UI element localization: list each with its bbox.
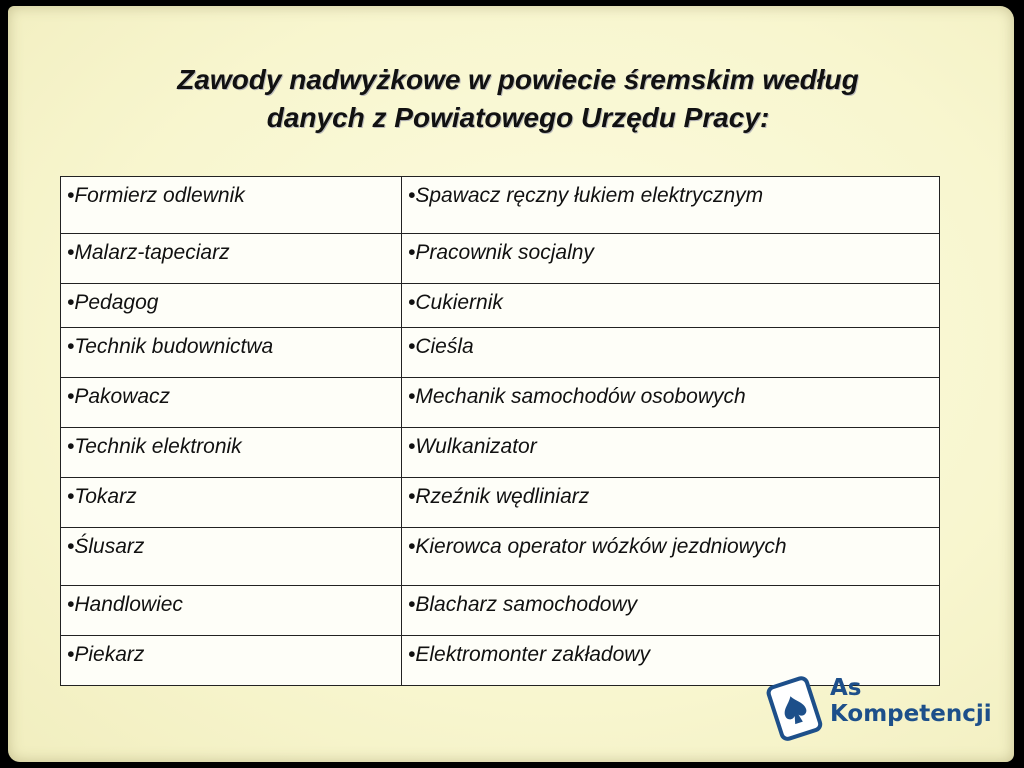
table-cell: •Spawacz ręczny łukiem elektrycznym	[402, 177, 940, 234]
table-row	[61, 177, 940, 234]
title-line-2: danych z Powiatowego Urzędu Pracy:	[266, 102, 770, 133]
table-cell: •Wulkanizator	[402, 428, 940, 478]
table-row	[61, 528, 940, 586]
table-cell: •Mechanik samochodów osobowych	[402, 378, 940, 428]
table-row	[61, 328, 940, 378]
logo-wordmark	[830, 675, 992, 727]
as-kompetencji-logo	[760, 665, 1000, 745]
table-row	[61, 378, 940, 428]
table-cell: •Handlowiec	[61, 586, 402, 636]
table-cell: •Cieśla	[402, 328, 940, 378]
playing-card-spade-icon	[760, 665, 832, 745]
table-row	[61, 284, 940, 328]
table-cell: •Rzeźnik wędliniarz	[402, 478, 940, 528]
table-cell: •Cukiernik	[402, 284, 940, 328]
table-cell: •Pakowacz	[61, 378, 402, 428]
table-cell: •Kierowca operator wózków jezdniowych	[402, 528, 940, 586]
table-cell: •Blacharz samochodowy	[402, 586, 940, 636]
table-row	[61, 586, 940, 636]
table-cell: •Piekarz	[61, 636, 402, 686]
table-cell: •Technik budownictwa	[61, 328, 402, 378]
table-cell: •Pedagog	[61, 284, 402, 328]
table-cell: •Technik elektronik	[61, 428, 402, 478]
occupations-table	[60, 176, 940, 686]
table-row	[61, 234, 940, 284]
logo-line-2: Kompetencji	[830, 701, 992, 727]
table-row	[61, 428, 940, 478]
logo-line-1: As	[830, 675, 862, 701]
table-cell: •Malarz-tapeciarz	[61, 234, 402, 284]
table-cell: •Formierz odlewnik	[61, 177, 402, 234]
table-cell: •Ślusarz	[61, 528, 402, 586]
slide-title	[68, 61, 968, 137]
title-line-1: Zawody nadwyżkowe w powiecie śremskim według	[177, 64, 859, 95]
table-cell: •Tokarz	[61, 478, 402, 528]
table-cell: •Elektromonter zakładowy	[402, 636, 940, 686]
table-row	[61, 478, 940, 528]
table-cell: •Pracownik socjalny	[402, 234, 940, 284]
